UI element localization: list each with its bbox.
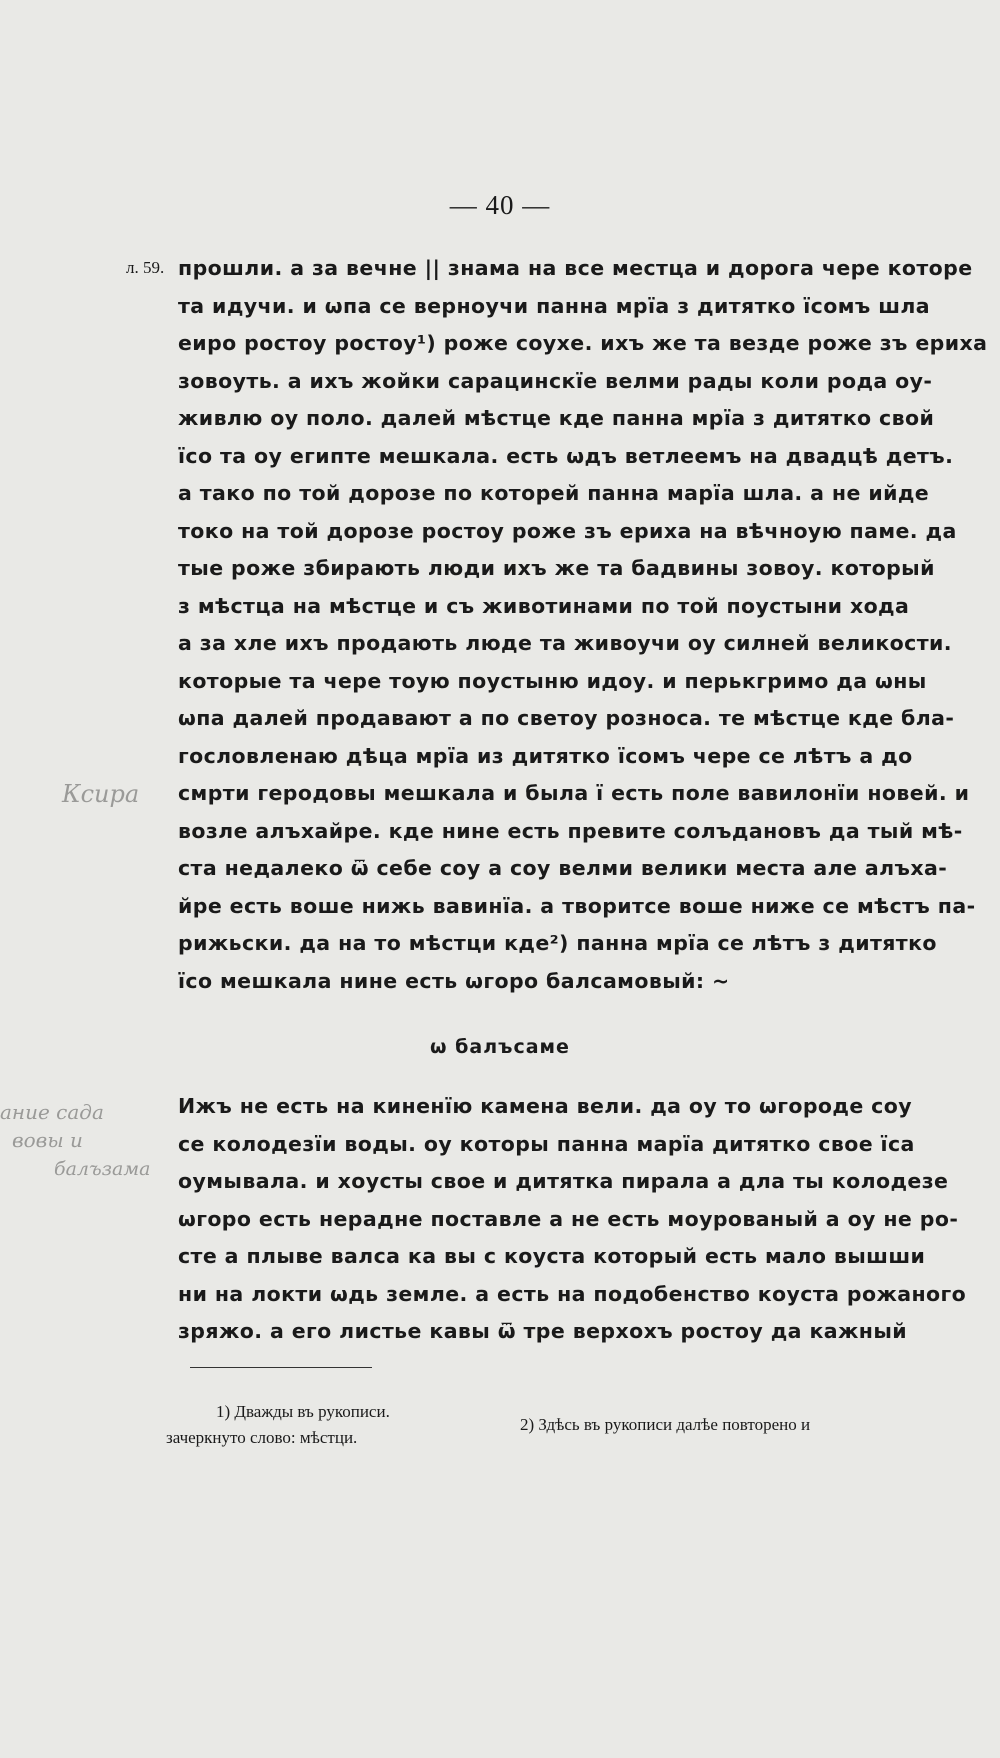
text-line: ѡпа далей продавают а по светоу розноса. те мѣстце кде бла- xyxy=(178,706,955,730)
margin-note-handwritten: балъзама xyxy=(54,1158,151,1180)
footnote-2: 2) Здѣсь въ рукописи далѣе повторено и xyxy=(520,1415,811,1434)
text-line: ѡгоро есть нерадне поставле а не есть моурованый а оу не ро- xyxy=(178,1206,959,1231)
text-line: та идучи. и ѡпа се верноучи панна мрїа з дитятко їсомъ шла xyxy=(178,293,931,318)
text-line: токо на той дорозе ростоу роже зъ ериха на вѣчноую паме. да xyxy=(178,518,957,543)
section-text-block xyxy=(178,1088,967,1351)
folio-reference: л. 59. xyxy=(126,258,165,277)
footnote-divider xyxy=(190,1367,372,1368)
text-line: їсо та оу египте мешкала. есть ѡдъ ветлеемъ на двадцѣ детъ. xyxy=(178,443,954,468)
page-number: — 40 — xyxy=(449,190,551,220)
text-line: сте а плыве валса ка вы с коуста который есть мало вышши xyxy=(178,1244,926,1268)
margin-note-handwritten: Ксира xyxy=(62,780,140,808)
text-line: которые та чере тоую поустыню идоу. и перькгримо да ѡны xyxy=(178,668,927,693)
text-line: живлю оу поло. далей мѣстце кде панна мрїа з дитятко свой xyxy=(178,406,935,430)
text-line: їсо мешкала нине есть ѡгоро балсамовый: ~ xyxy=(178,968,730,993)
margin-note-handwritten: ание сада xyxy=(0,1100,104,1124)
margin-note-handwritten: вовы и xyxy=(12,1128,83,1152)
text-line: оумывала. и хоусты свое и дитятка пирала а дла ты колодезе xyxy=(178,1169,949,1193)
text-line: тые роже збирають люди ихъ же та бадвины зовоу. который xyxy=(178,556,935,580)
text-line: ста недалеко ѿ себе соу а соу велми велики места але алъха- xyxy=(178,856,948,880)
text-line: з мѣстца на мѣстце и съ животинами по той поустыни хода xyxy=(178,593,910,618)
text-line: возле алъхайре. кде нине есть превите солъдановъ да тый мѣ- xyxy=(178,818,963,843)
text-line: йре есть воше нижь вавинїа. а творитсе воше ниже се мѣстъ па- xyxy=(178,893,976,918)
text-line: гословленаю дѣца мрїа из дитятко їсомъ чере се лѣтъ а до xyxy=(178,743,913,768)
text-line: Ижъ не есть на киненїю камена вели. да оу то ѡгороде соу xyxy=(178,1094,912,1118)
text-line: а за хле ихъ продають люде та живоучи оу силней великости. xyxy=(178,631,952,655)
text-line: еиро ростоу ростоу¹) роже соухе. ихъ же та везде роже зъ ериха xyxy=(178,331,988,355)
text-line: се колодезїи воды. оу которы панна марїа дитятко свое їса xyxy=(178,1131,915,1156)
text-line: а тако по той дорозе по которей панна марїа шла. а не ийде xyxy=(178,481,930,505)
footnote-1-continuation: зачеркнуто слово: мѣстци. xyxy=(166,1428,358,1447)
text-line: ни на локти ѡдь земле. а есть на подобенство коуста рожаного xyxy=(178,1281,967,1306)
section-heading: ѡ балъсаме xyxy=(430,1036,570,1058)
text-line: рижьски. да на то мѣстци кде²) панна мрїа се лѣтъ з дитятко xyxy=(178,931,937,955)
text-line: зовоуть. а ихъ жойки сарацинскїе велми рады коли рода оу- xyxy=(178,368,933,393)
text-line: зряжо. а его листье кавы ѿ тре верхохъ ростоу да кажный xyxy=(178,1319,908,1343)
footnote-1: 1) Дважды въ рукописи. xyxy=(216,1402,390,1421)
text-line: прошли. а за вечне || знама на все местца и дорога чере которе xyxy=(178,256,973,280)
main-text-block xyxy=(178,250,988,1000)
text-line: смрти геродовы мешкала и была ї есть поле вавилонїи новей. и xyxy=(178,781,970,805)
